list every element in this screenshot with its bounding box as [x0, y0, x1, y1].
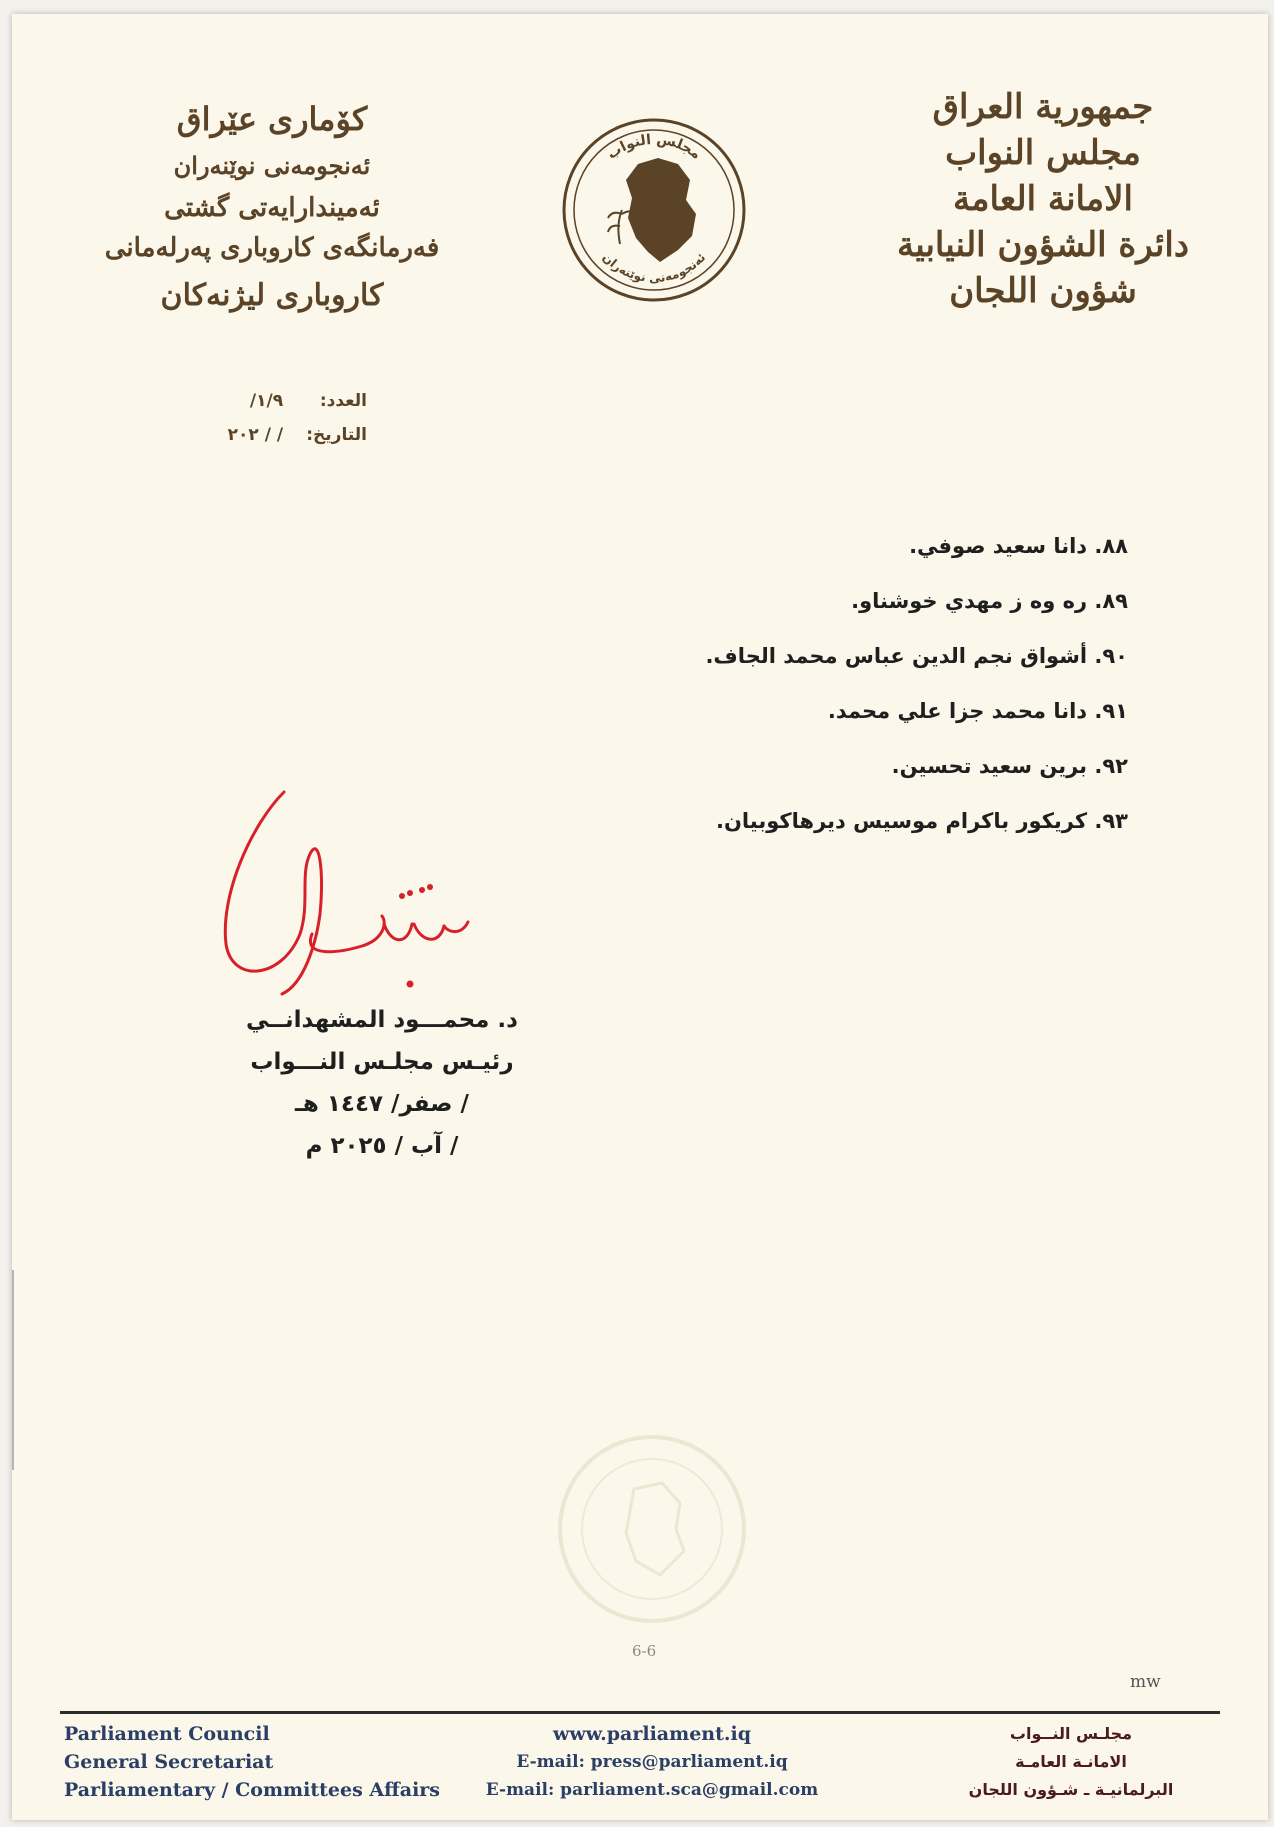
gregorian-date: / آب / ٢٠٢٥ م — [305, 1133, 459, 1159]
reference-number — [127, 384, 367, 418]
footer-ar-line: مجلـس النــواب — [1009, 1724, 1133, 1743]
footer-ar-line: البرلمانيـة ـ شـؤون اللجان — [968, 1780, 1174, 1799]
svg-text:مجلس النواب — [604, 131, 703, 162]
seal-top-text: مجلس النواب — [604, 131, 704, 163]
letterhead-ar-line: دائرة الشؤون النيابية — [896, 225, 1190, 265]
footer-arabic — [946, 1720, 1196, 1804]
signatory-block — [202, 999, 562, 1167]
signatory-title: رئيـس مجلـس النـــواب — [250, 1049, 514, 1075]
typist-initials: mw — [1130, 1672, 1161, 1692]
footer-en-line: Parliamentary / Committees Affairs — [64, 1779, 440, 1801]
footer-english — [64, 1720, 440, 1804]
hijri-date: / صفر/ ١٤٤٧ هـ — [295, 1091, 469, 1117]
letterhead-ku-line: ئەمیندارایەتی گشتی — [164, 193, 380, 223]
footer-website-link[interactable]: www.parliament.iq — [552, 1723, 752, 1745]
reference-number-label: العدد: — [319, 391, 367, 411]
letterhead-ar-line: الامانة العامة — [953, 179, 1133, 219]
letter-page — [12, 14, 1268, 1820]
member-name-list — [488, 519, 1128, 849]
letterhead-arabic — [888, 84, 1198, 314]
letterhead-ku-line: فەرمانگەی كاروباری پەرلەمانی — [104, 233, 440, 263]
page-number: 6-6 — [632, 1642, 657, 1660]
letterhead-ar-line: جمهورية العراق — [932, 87, 1154, 127]
list-item: ٩٣. كريكور باكرام موسيس ديرهاكوبيان. — [716, 809, 1128, 833]
footer-en-line: General Secretariat — [64, 1751, 274, 1773]
footer-email-press[interactable]: E-mail: press@parliament.iq — [516, 1752, 788, 1772]
letterhead-ar-line: شؤون اللجان — [949, 271, 1137, 311]
reference-date-value: / / ٢٠٢ — [227, 425, 284, 445]
letterhead-ku-line: كاروباری لیژنەكان — [160, 278, 384, 313]
letterhead-ku-line: ئەنجومەنی نوێنەران — [173, 151, 371, 180]
footer-email-committees[interactable]: E-mail: parliament.sca@gmail.com — [485, 1780, 819, 1800]
seal-bottom-text: ئەنجومەنی نوێنەران — [599, 250, 709, 286]
handwritten-signature-icon — [212, 784, 532, 1014]
scrollbar[interactable] — [12, 1270, 14, 1470]
embossed-seal-icon — [552, 1429, 752, 1629]
reference-block — [127, 384, 367, 452]
footer-contacts — [482, 1720, 822, 1804]
footer-en-line: Parliament Council — [64, 1723, 270, 1745]
list-item: ٨٨. دانا سعيد صوفي. — [909, 534, 1128, 558]
letterhead-ku-line: كۆماری عێراق — [176, 100, 368, 138]
list-item: ٩١. دانا محمد جزا علي محمد. — [827, 699, 1128, 723]
reference-date-label: التاريخ: — [306, 425, 367, 445]
signatory-name: د. محمـــود المشهدانــي — [246, 1007, 518, 1033]
list-item: ٩٠. أشواق نجم الدين عباس محمد الجاف. — [705, 644, 1128, 668]
reference-date — [127, 418, 367, 452]
letterhead-kurdish — [72, 94, 472, 324]
footer-ar-line: الامانـة العامـة — [1015, 1752, 1127, 1771]
footer-divider — [60, 1711, 1220, 1714]
list-item: ٨٩. ره وه ز مهدي خوشناو. — [851, 589, 1128, 613]
reference-number-value: ١/٩/ — [249, 391, 284, 411]
letterhead-ar-line: مجلس النواب — [945, 133, 1141, 173]
list-item: ٩٢. برين سعيد تحسين. — [891, 754, 1128, 778]
parliament-seal-icon — [558, 114, 750, 306]
